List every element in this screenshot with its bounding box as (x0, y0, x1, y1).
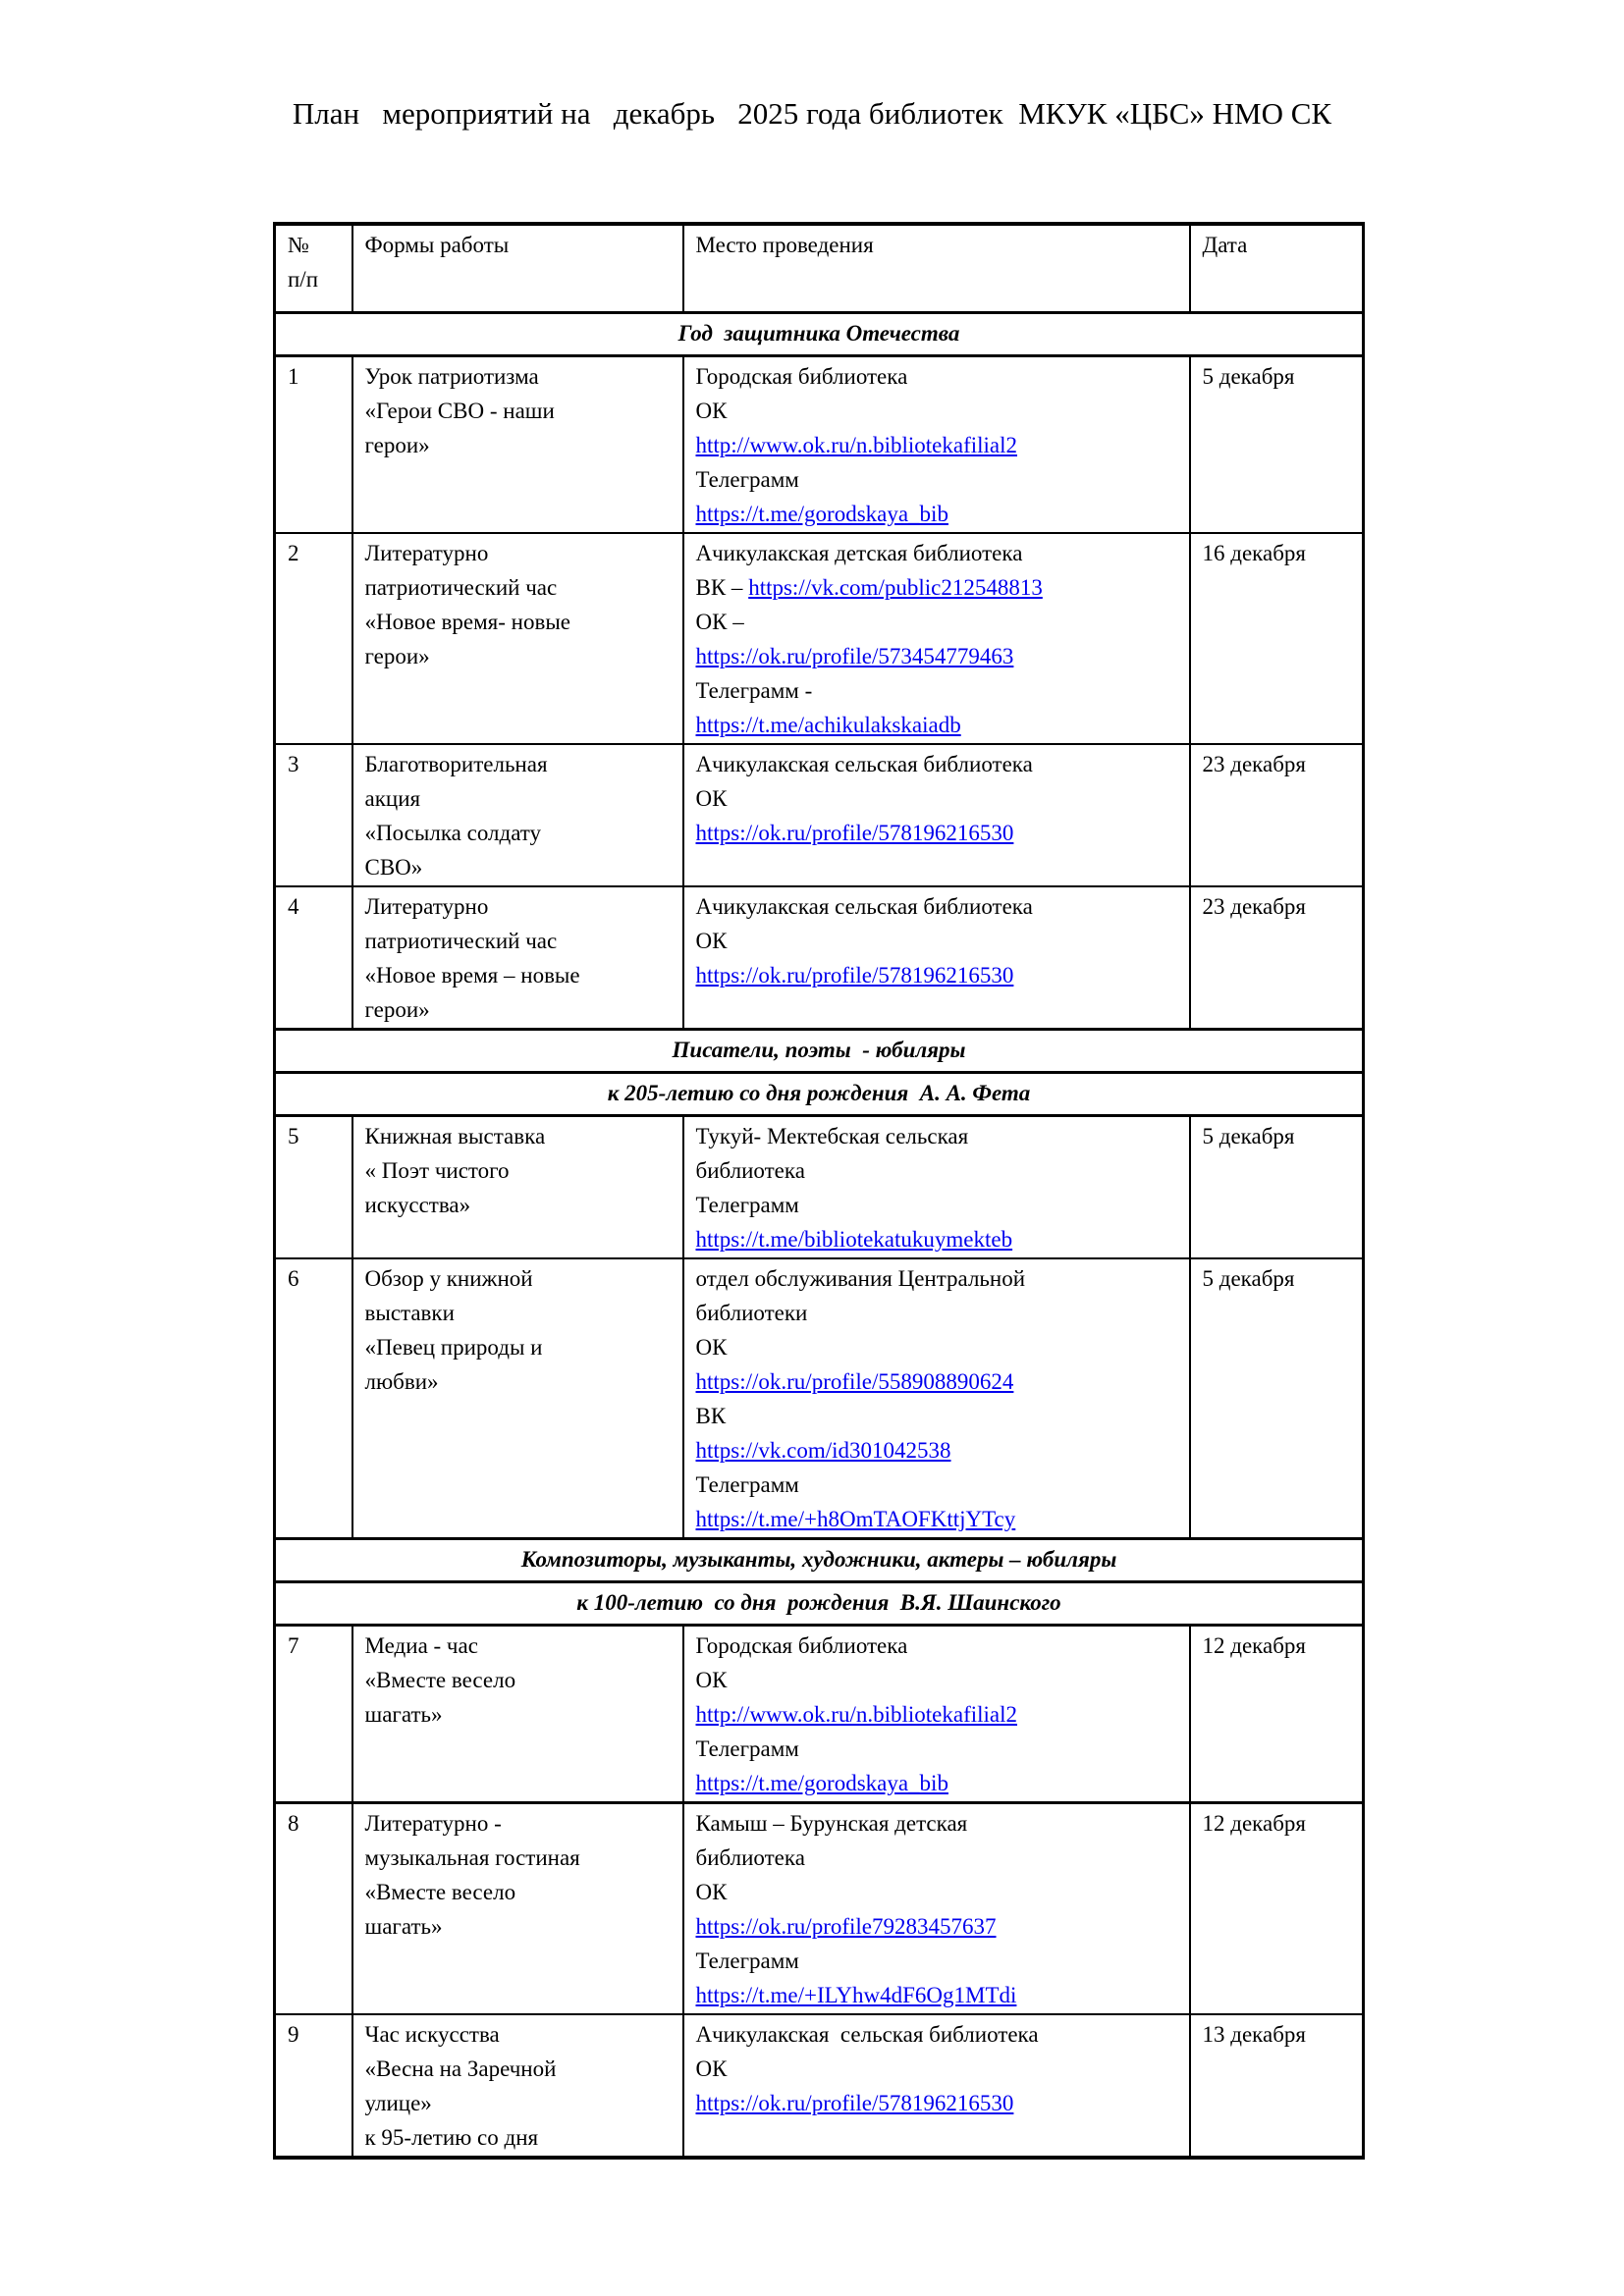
place-text: Телеграмм (695, 467, 799, 492)
place-text: ОК (695, 1880, 728, 1904)
place-text: Ачикулакская сельская библиотека (695, 2022, 1039, 2047)
hyperlink[interactable]: https://t.me/achikulakskaiadb (695, 713, 961, 737)
event-place (683, 1803, 1190, 2015)
header-date: Дата (1190, 224, 1364, 313)
event-form-line: «Вместе весело (364, 1668, 516, 1692)
event-place-line (696, 428, 1181, 462)
section-row (275, 313, 1364, 356)
place-text: Ачикулакская сельская библиотека (695, 752, 1033, 776)
section-row (275, 1073, 1364, 1116)
event-place-line (696, 536, 1181, 570)
event-place-line (696, 1875, 1181, 1909)
place-text: Телеграмм (695, 1472, 799, 1497)
place-text: ОК (695, 1668, 728, 1692)
row-number: 9 (275, 2014, 352, 2158)
table-row (275, 2014, 1364, 2158)
event-place-line (696, 2017, 1181, 2052)
event-place-line (696, 1629, 1181, 1663)
hyperlink[interactable]: https://t.me/bibliotekatukuymekteb (695, 1227, 1013, 1252)
event-form-line: «Новое время – новые (364, 963, 580, 988)
event-form-line: Литературно - (364, 1811, 502, 1836)
event-form-line: «Вместе весело (364, 1880, 516, 1904)
event-place-line (696, 924, 1181, 958)
event-place-line (696, 747, 1181, 781)
event-place-line (696, 1364, 1181, 1399)
row-number: 8 (275, 1803, 352, 2015)
hyperlink[interactable]: https://t.me/+ILYhw4dF6Og1MTdi (695, 1983, 1017, 2007)
event-form-line: Час искусства (364, 2022, 500, 2047)
event-form-line: СВО» (364, 855, 423, 880)
event-form (352, 1116, 683, 1259)
event-form-line: « Поэт чистого (364, 1158, 510, 1183)
section-row (275, 1539, 1364, 1582)
event-place-line (696, 462, 1181, 497)
section-row (275, 1582, 1364, 1626)
page-title: План мероприятий на декабрь 2025 года библиотек МКУК «ЦБС» НМО СК (292, 96, 1332, 131)
row-number: 7 (275, 1626, 352, 1803)
event-place-line (696, 1841, 1181, 1875)
event-place-line (696, 359, 1181, 394)
event-place (683, 1258, 1190, 1539)
event-form (352, 1258, 683, 1539)
place-text: библиотеки (695, 1301, 808, 1325)
place-text: ОК (695, 786, 728, 811)
place-text: ОК (695, 929, 728, 953)
event-place-line (696, 1944, 1181, 1978)
event-date: 12 декабря (1190, 1626, 1364, 1803)
event-place-line (696, 639, 1181, 673)
place-text: Городская библиотека (695, 364, 908, 389)
event-form-line: шагать» (364, 1702, 443, 1727)
events-table (273, 222, 1365, 2160)
section-row (275, 1030, 1364, 1073)
event-form-line: Обзор у книжной (364, 1266, 533, 1291)
place-text: Ачикулакская сельская библиотека (695, 894, 1033, 919)
place-text: Телеграмм - (695, 678, 813, 703)
event-place-line (696, 1766, 1181, 1800)
event-form-line: Книжная выставка (364, 1124, 546, 1148)
event-place-line (696, 2086, 1181, 2120)
event-form-line: Урок патриотизма (364, 364, 539, 389)
place-text: ВК (695, 1404, 727, 1428)
event-place-line (696, 1732, 1181, 1766)
event-place-line (696, 1663, 1181, 1697)
event-place (683, 356, 1190, 534)
hyperlink[interactable]: https://vk.com/public212548813 (748, 575, 1043, 600)
event-place-line (696, 1330, 1181, 1364)
event-form-line: герои» (364, 433, 430, 457)
row-number: 3 (275, 744, 352, 886)
place-text: Телеграмм (695, 1193, 799, 1217)
event-place-line (696, 570, 1181, 605)
row-number: 2 (275, 533, 352, 744)
event-form-line: патриотический час (364, 929, 558, 953)
event-date: 5 декабря (1190, 356, 1364, 534)
event-form-line: герои» (364, 997, 430, 1022)
event-place-line (696, 673, 1181, 708)
table-body (275, 313, 1364, 2159)
event-form-line: искусства» (364, 1193, 471, 1217)
place-text: библиотека (695, 1158, 805, 1183)
event-form-line: патриотический час (364, 575, 558, 600)
place-text: отдел обслуживания Центральной (695, 1266, 1026, 1291)
event-place-line (696, 1261, 1181, 1296)
event-place-line (696, 1697, 1181, 1732)
table-row (275, 1803, 1364, 2015)
section-title: к 205-летию со дня рождения А. А. Фета (275, 1073, 1364, 1116)
event-place-line (696, 708, 1181, 742)
header-place: Место проведения (683, 224, 1190, 313)
event-place-line (696, 889, 1181, 924)
event-place-line (696, 958, 1181, 992)
event-date: 23 декабря (1190, 744, 1364, 886)
event-place-line (696, 1502, 1181, 1536)
hyperlink[interactable]: https://ok.ru/profile/573454779463 (695, 644, 1014, 668)
event-place-line (696, 1119, 1181, 1153)
event-form (352, 886, 683, 1030)
event-place-line (696, 2052, 1181, 2086)
event-form (352, 533, 683, 744)
event-place-line (696, 1399, 1181, 1433)
event-place-line (696, 394, 1181, 428)
hyperlink[interactable]: https://ok.ru/profile/558908890624 (695, 1369, 1014, 1394)
place-text: Городская библиотека (695, 1633, 908, 1658)
place-text: ОК (695, 2056, 728, 2081)
event-place-line (696, 1153, 1181, 1188)
event-form-line: герои» (364, 644, 430, 668)
event-place-line (696, 1296, 1181, 1330)
hyperlink[interactable]: https://vk.com/id301042538 (695, 1438, 951, 1463)
event-place-line (696, 1806, 1181, 1841)
hyperlink[interactable]: http://www.ok.ru/n.bibliotekafilial2 (695, 433, 1017, 457)
table-row (275, 533, 1364, 744)
place-text: Тукуй- Мектебская сельская (695, 1124, 969, 1148)
event-place-line (696, 1222, 1181, 1256)
header-form: Формы работы (352, 224, 683, 313)
event-form-line: музыкальная гостиная (364, 1845, 580, 1870)
event-date: 12 декабря (1190, 1803, 1364, 2015)
section-title: Композиторы, музыканты, художники, актеры – юбиляры (275, 1539, 1364, 1582)
event-place-line (696, 781, 1181, 816)
event-form (352, 1626, 683, 1803)
place-text: Телеграмм (695, 1736, 799, 1761)
row-number: 4 (275, 886, 352, 1030)
event-form-line: шагать» (364, 1914, 443, 1939)
hyperlink[interactable]: https://t.me/+h8OmTAOFKttjYTcy (695, 1507, 1016, 1531)
header-row (275, 224, 1364, 313)
event-form (352, 356, 683, 534)
table-row (275, 886, 1364, 1030)
table-row (275, 356, 1364, 534)
event-place-line (696, 497, 1181, 531)
event-form-line: «Новое время- новые (364, 610, 570, 634)
event-form (352, 1803, 683, 2015)
hyperlink[interactable]: https://ok.ru/profile/578196216530 (695, 2091, 1014, 2115)
event-form-line: «Певец природы и (364, 1335, 543, 1360)
table-row (275, 1258, 1364, 1539)
event-date: 16 декабря (1190, 533, 1364, 744)
event-form-line: улице» (364, 2091, 432, 2115)
event-form-line: «Посылка солдату (364, 821, 542, 845)
hyperlink[interactable]: https://t.me/gorodskaya_bib (695, 502, 948, 526)
place-text: Телеграмм (695, 1949, 799, 1973)
header-num-line2: п/п (288, 267, 319, 292)
event-place-line (696, 1433, 1181, 1468)
hyperlink[interactable]: https://ok.ru/profile/578196216530 (695, 821, 1014, 845)
event-form-line: акция (364, 786, 421, 811)
event-date: 23 декабря (1190, 886, 1364, 1030)
table-row (275, 1626, 1364, 1803)
section-title: к 100-летию со дня рождения В.Я. Шаинского (275, 1582, 1364, 1626)
event-place (683, 533, 1190, 744)
event-date: 5 декабря (1190, 1116, 1364, 1259)
header-num-line1: № (288, 233, 309, 257)
event-place (683, 744, 1190, 886)
event-form-line: Медиа - час (364, 1633, 478, 1658)
event-form-line: Литературно (364, 541, 489, 565)
event-form-line: к 95-летию со дня (364, 2125, 539, 2150)
section-title: Год защитника Отечества (275, 313, 1364, 356)
table-row (275, 1116, 1364, 1259)
event-form-line: выставки (364, 1301, 455, 1325)
event-form-line: «Герои СВО - наши (364, 399, 555, 423)
event-date: 13 декабря (1190, 2014, 1364, 2158)
place-text: ОК (695, 399, 728, 423)
event-form-line: Благотворительная (364, 752, 548, 776)
row-number: 1 (275, 356, 352, 534)
event-form-line: любви» (364, 1369, 439, 1394)
event-place (683, 1116, 1190, 1259)
place-text: библиотека (695, 1845, 805, 1870)
row-number: 6 (275, 1258, 352, 1539)
row-number: 5 (275, 1116, 352, 1259)
place-text: ОК (695, 1335, 728, 1360)
hyperlink[interactable]: https://ok.ru/profile79283457637 (695, 1914, 997, 1939)
event-place (683, 1626, 1190, 1803)
place-text: ОК – (695, 610, 744, 634)
event-place-line (696, 1909, 1181, 1944)
event-place-line (696, 1978, 1181, 2012)
hyperlink[interactable]: http://www.ok.ru/n.bibliotekafilial2 (695, 1702, 1017, 1727)
event-place-line (696, 1188, 1181, 1222)
section-title: Писатели, поэты - юбиляры (275, 1030, 1364, 1073)
place-text: Камыш – Бурунская детская (695, 1811, 968, 1836)
hyperlink[interactable]: https://ok.ru/profile/578196216530 (695, 963, 1014, 988)
table-row (275, 744, 1364, 886)
event-form (352, 2014, 683, 2158)
header-num (275, 224, 352, 313)
event-form (352, 744, 683, 886)
event-place (683, 2014, 1190, 2158)
event-place-line (696, 1468, 1181, 1502)
event-form-line: «Весна на Заречной (364, 2056, 557, 2081)
place-text: ВК – (695, 575, 749, 600)
event-form-line: Литературно (364, 894, 489, 919)
hyperlink[interactable]: https://t.me/gorodskaya_bib (695, 1771, 948, 1795)
event-place-line (696, 816, 1181, 850)
event-place (683, 886, 1190, 1030)
event-date: 5 декабря (1190, 1258, 1364, 1539)
place-text: Ачикулакская детская библиотека (695, 541, 1023, 565)
event-place-line (696, 605, 1181, 639)
